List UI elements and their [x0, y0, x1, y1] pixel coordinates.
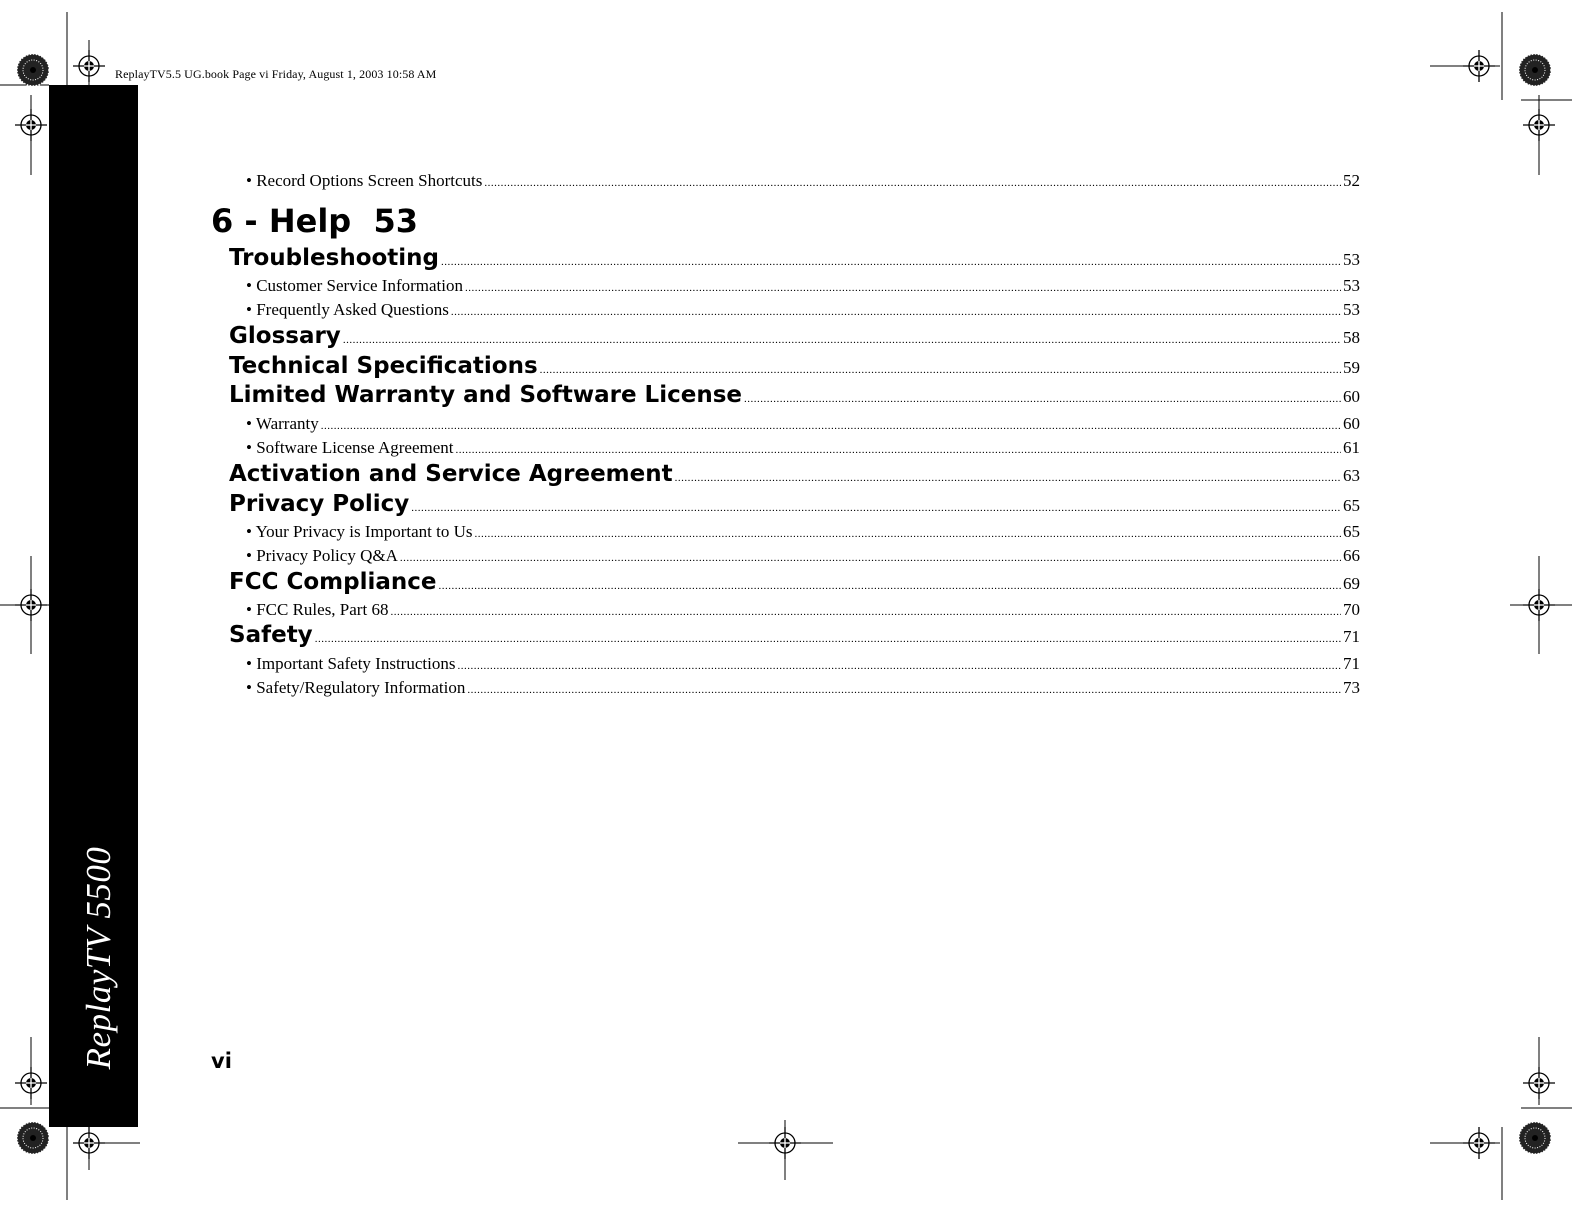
chapter-heading: 6 - Help 53	[211, 202, 418, 240]
dot-leader	[467, 684, 1341, 696]
toc-section-page: 58	[1343, 328, 1360, 347]
dot-leader	[456, 444, 1341, 456]
toc-section-page: 53	[1343, 250, 1360, 269]
book-slug-header: ReplayTV5.5 UG.book Page vi Friday, August 1, 2003 10:58 AM	[115, 67, 437, 81]
toc-section-activation[interactable]	[229, 461, 1360, 487]
dot-leader	[438, 580, 1341, 592]
toc-section-page: 71	[1343, 627, 1360, 646]
toc-entry-label: • Warranty	[246, 414, 319, 433]
toc-entry-privacy-qa[interactable]	[246, 546, 1360, 566]
dot-leader	[321, 420, 1341, 432]
dot-leader	[457, 660, 1341, 672]
page-number: vi	[211, 1049, 232, 1073]
dot-leader	[675, 472, 1341, 484]
toc-entry-label: • FCC Rules, Part 68	[246, 600, 389, 619]
toc-section-label: Limited Warranty and Software License	[229, 382, 742, 408]
dot-leader	[540, 364, 1341, 376]
dot-leader	[465, 282, 1341, 294]
toc-section-safety[interactable]	[229, 622, 1360, 648]
toc-section-warranty-license[interactable]	[229, 382, 1360, 408]
dot-leader	[451, 306, 1341, 318]
toc-entry-warranty[interactable]	[246, 414, 1360, 434]
toc-section-label: Technical Specifications	[229, 353, 538, 379]
toc-entry-label: • Privacy Policy Q&A	[246, 546, 398, 565]
toc-section-tech-specs[interactable]	[229, 353, 1360, 379]
toc-entry-page: 70	[1343, 600, 1360, 619]
dot-leader	[411, 502, 1341, 514]
toc-entry-privacy-important[interactable]	[246, 522, 1360, 542]
toc-entry-label: • Your Privacy is Important to Us	[246, 522, 473, 541]
toc-entry-software-license[interactable]	[246, 438, 1360, 458]
toc-entry-page: 73	[1343, 678, 1360, 697]
toc-entry-label: • Frequently Asked Questions	[246, 300, 449, 319]
toc-section-page: 59	[1343, 358, 1360, 377]
toc-entry-page: 61	[1343, 438, 1360, 457]
toc-section-privacy-policy[interactable]	[229, 491, 1360, 517]
dot-leader	[390, 606, 1341, 618]
toc-section-label: Safety	[229, 622, 313, 648]
toc-section-page: 69	[1343, 574, 1360, 593]
toc-section-label: Troubleshooting	[229, 245, 440, 271]
toc-section-troubleshooting[interactable]	[229, 245, 1360, 271]
toc-entry-page: 71	[1343, 654, 1360, 673]
toc-section-page: 60	[1343, 387, 1360, 406]
toc-entry-label: • Important Safety Instructions	[246, 654, 456, 673]
toc-entry-customer-service[interactable]	[246, 276, 1360, 296]
toc-entry-page: 52	[1343, 171, 1360, 190]
toc-entry-safety-regulatory[interactable]	[246, 678, 1360, 698]
toc-entry-page: 53	[1343, 300, 1360, 319]
sidebar-title: ReplayTV 5500	[79, 846, 118, 1070]
toc-section-label: FCC Compliance	[229, 569, 437, 595]
toc-section-label: Privacy Policy	[229, 491, 410, 517]
toc-entry-page: 60	[1343, 414, 1360, 433]
toc-entry-page: 66	[1343, 546, 1360, 565]
toc-entry-record-options-shortcuts[interactable]	[246, 171, 1360, 191]
toc-entry-page: 53	[1343, 276, 1360, 295]
toc-section-label: Activation and Service Agreement	[229, 461, 673, 487]
toc-entry-label: • Record Options Screen Shortcuts	[246, 171, 483, 190]
toc-entry-page: 65	[1343, 522, 1360, 541]
toc-entry-label: • Customer Service Information	[246, 276, 463, 295]
dot-leader	[474, 528, 1341, 540]
toc-section-fcc-compliance[interactable]	[229, 569, 1360, 595]
dot-leader	[441, 256, 1341, 268]
toc-entry-label: • Software License Agreement	[246, 438, 454, 457]
toc-entry-safety-instructions[interactable]	[246, 654, 1360, 674]
toc-entry-fcc-rules[interactable]	[246, 600, 1360, 620]
dot-leader	[744, 393, 1341, 405]
toc-entry-faq[interactable]	[246, 300, 1360, 320]
dot-leader	[343, 334, 1341, 346]
toc-section-page: 63	[1343, 466, 1360, 485]
dot-leader	[315, 633, 1341, 645]
toc-section-label: Glossary	[229, 323, 341, 349]
toc-section-page: 65	[1343, 496, 1360, 515]
toc-section-glossary[interactable]	[229, 323, 1360, 349]
toc-entry-label: • Safety/Regulatory Information	[246, 678, 466, 697]
dot-leader	[484, 177, 1341, 189]
dot-leader	[400, 552, 1341, 564]
